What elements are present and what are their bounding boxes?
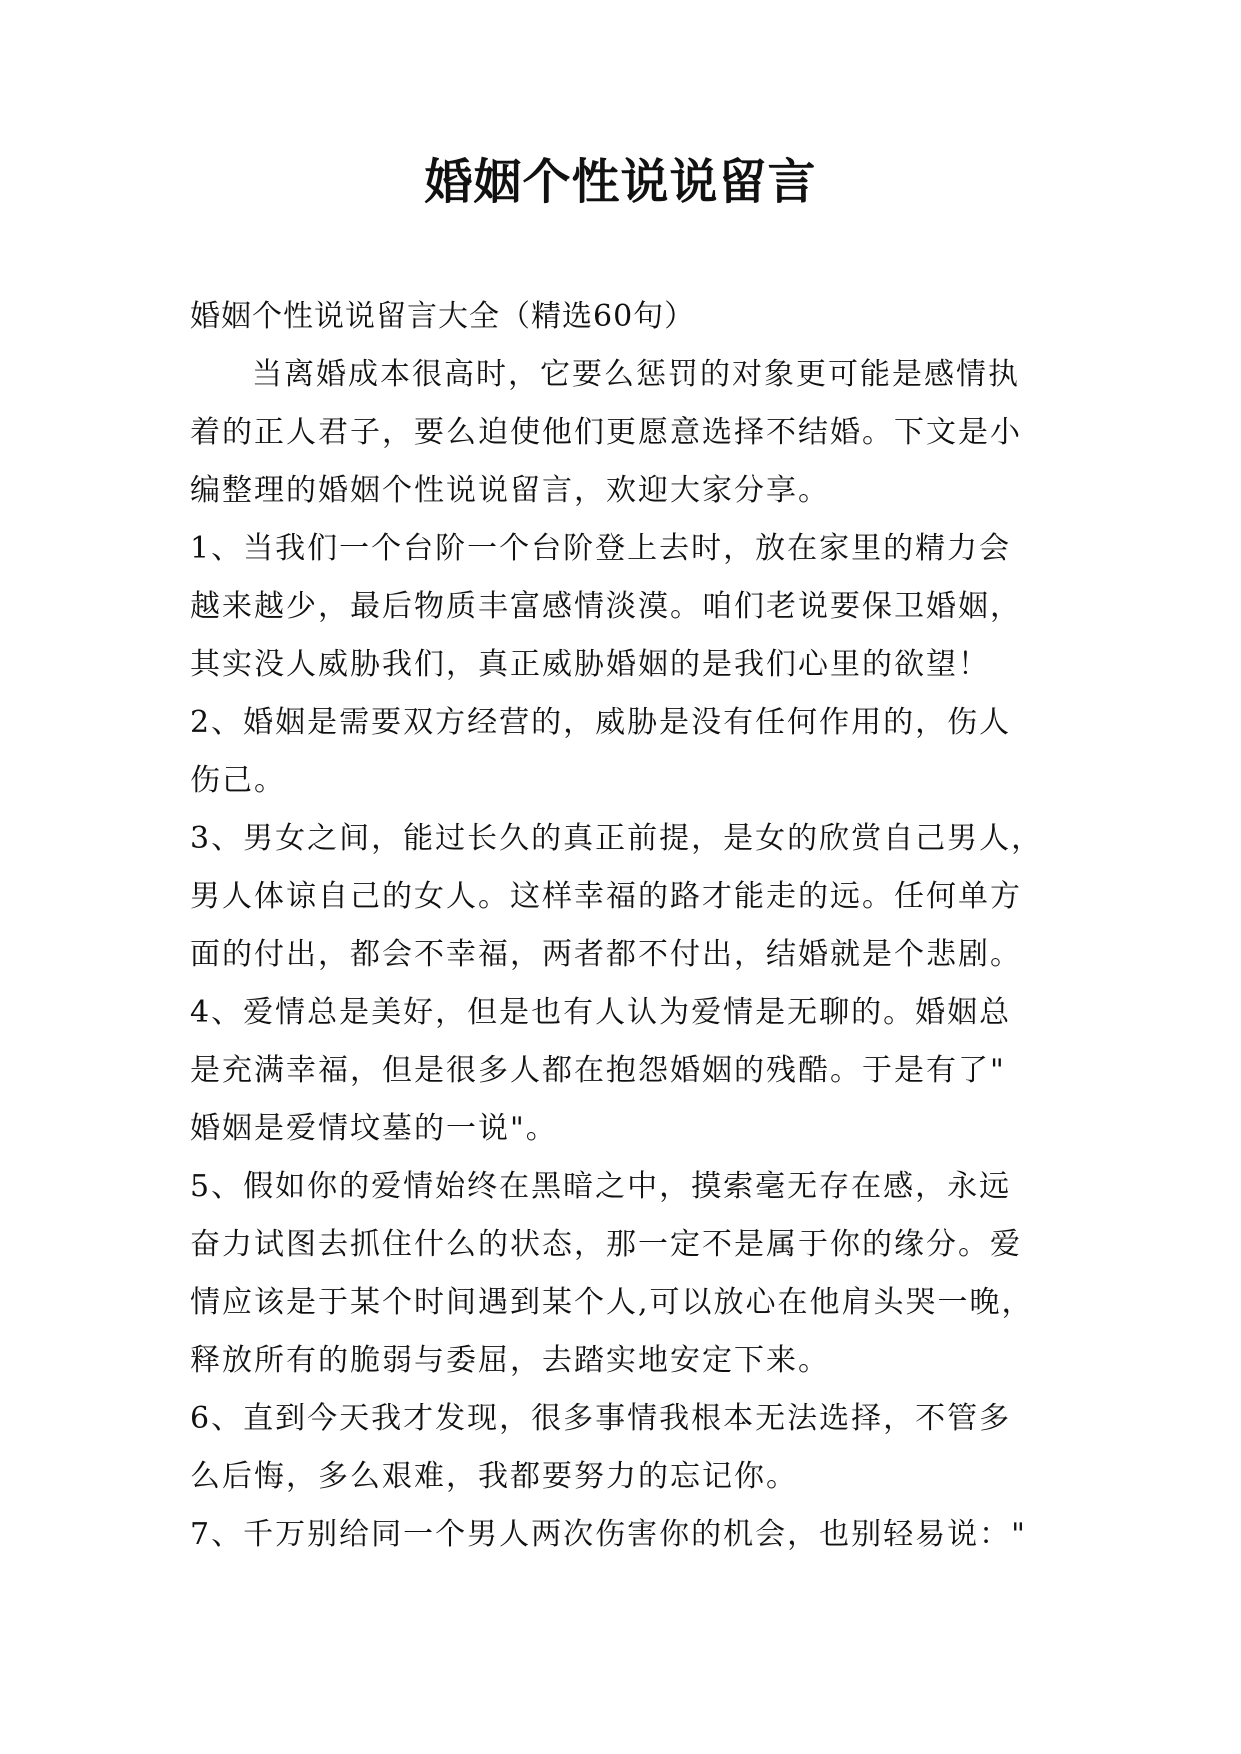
document-subtitle: 婚姻个性说说留言大全（精选60句） (190, 299, 696, 334)
paragraph-line: 2、婚姻是需要双方经营的，威胁是没有任何作用的，伤人 (190, 705, 1012, 740)
paragraph-line: 伤己。 (190, 763, 286, 798)
paragraph-line: 4、爱情总是美好，但是也有人认为爱情是无聊的。婚姻总 (190, 995, 1012, 1030)
paragraph-line: 是充满幸福，但是很多人都在抱怨婚姻的残酷。于是有了" (190, 1053, 1006, 1088)
paragraph-line: 1、当我们一个台阶一个台阶登上去时，放在家里的精力会 (190, 531, 1012, 566)
document-title: 婚姻个性说说留言 (424, 154, 817, 210)
paragraph-line: 释放所有的脆弱与委屈，去踏实地安定下来。 (190, 1343, 830, 1378)
paragraph-line: 其实没人威胁我们，真正威胁婚姻的是我们心里的欲望！ (190, 647, 990, 682)
paragraph-line: 么后悔，多么艰难，我都要努力的忘记你。 (190, 1459, 798, 1494)
paragraph-line: 男人体谅自己的女人。这样幸福的路才能走的远。任何单方 (190, 879, 1022, 914)
paragraph-line: 奋力试图去抓住什么的状态，那一定不是属于你的缘分。爱 (190, 1227, 1022, 1262)
paragraph-line: 婚姻是爱情坟墓的一说"。 (190, 1111, 558, 1146)
paragraph-line: 着的正人君子，要么迫使他们更愿意选择不结婚。下文是小 (190, 415, 1022, 450)
paragraph-line: 情应该是于某个时间遇到某个人,可以放心在他肩头哭一晚， (190, 1285, 1034, 1320)
paragraph-line: 7、千万别给同一个男人两次伤害你的机会，也别轻易说：" (190, 1517, 1027, 1552)
paragraph-line: 越来越少，最后物质丰富感情淡漠。咱们老说要保卫婚姻， (190, 589, 1022, 624)
document-body (190, 288, 1070, 1564)
paragraph-line: 面的付出，都会不幸福，两者都不付出，结婚就是个悲剧。 (190, 937, 1022, 972)
paragraph-line: 5、假如你的爱情始终在黑暗之中，摸索毫无存在感，永远 (190, 1169, 1012, 1204)
paragraph-line: 当离婚成本很高时，它要么惩罚的对象更可能是感情执 (252, 357, 1020, 392)
paragraph-line: 3、男女之间，能过长久的真正前提，是女的欣赏自己男人， (190, 821, 1044, 856)
paragraph-line: 6、直到今天我才发现，很多事情我根本无法选择，不管多 (190, 1401, 1012, 1436)
paragraph-line: 编整理的婚姻个性说说留言，欢迎大家分享。 (190, 473, 830, 508)
